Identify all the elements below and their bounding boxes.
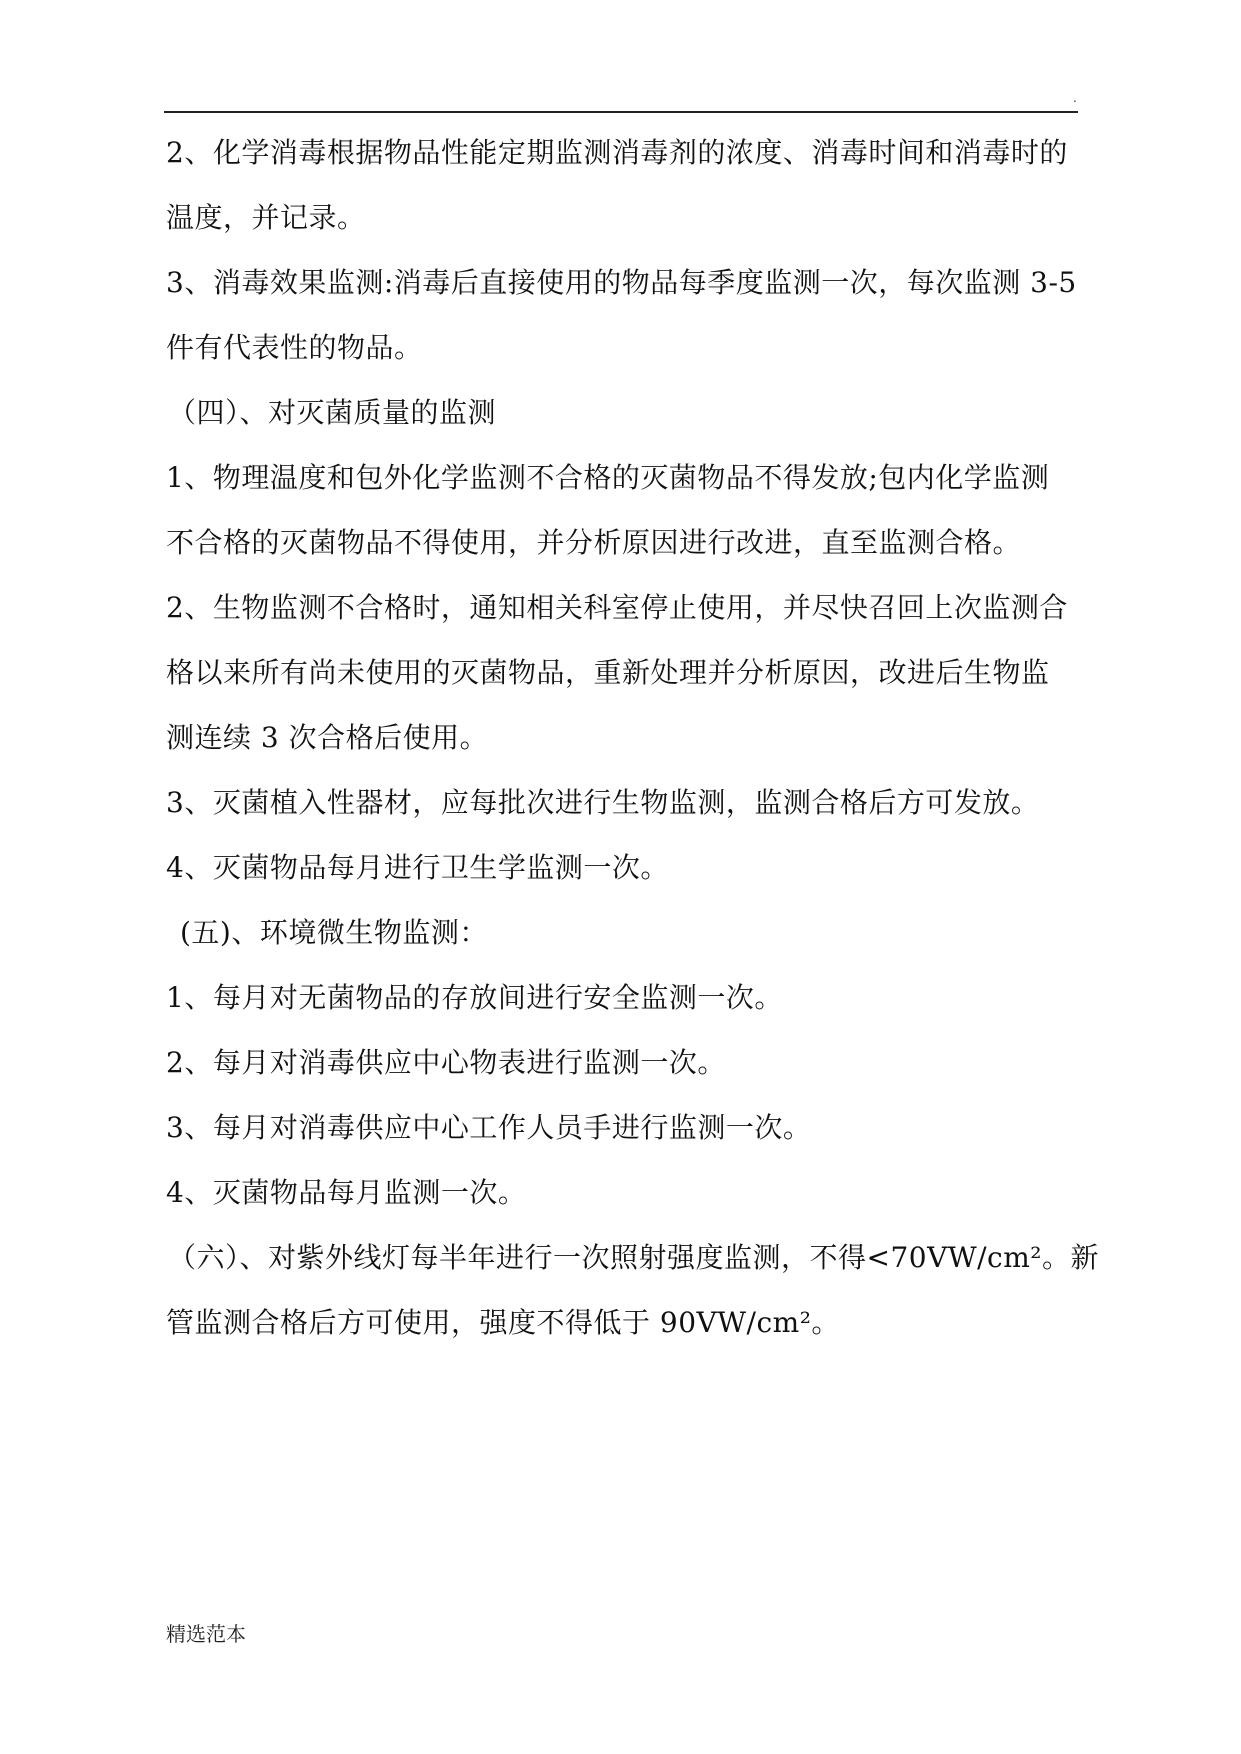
body-line: 管监测合格后方可使用，强度不得低于 90VW/cm²。: [166, 1306, 840, 1339]
header-rule: [164, 111, 1078, 113]
header-mark: .: [1073, 91, 1077, 105]
section-heading: （四）、对灭菌质量的监测: [168, 396, 497, 429]
body-line: 3、每月对消毒供应中心工作人员手进行监测一次。: [166, 1111, 812, 1144]
body-line: 2、化学消毒根据物品性能定期监测消毒剂的浓度、消毒时间和消毒时的: [166, 136, 1068, 169]
body-line: 2、每月对消毒供应中心物表进行监测一次。: [166, 1046, 726, 1079]
body-line: 3、灭菌植入性器材，应每批次进行生物监测，监测合格后方可发放。: [166, 786, 1040, 819]
document-body: [166, 120, 1099, 1355]
body-line: 测连续 3 次合格后使用。: [166, 721, 489, 754]
section-heading: （六）、对紫外线灯每半年进行一次照射强度监测，不得<70VW/cm²。新: [168, 1241, 1099, 1274]
footer-text: 精选范本: [166, 1622, 246, 1646]
body-line: 1、每月对无菌物品的存放间进行安全监测一次。: [166, 981, 783, 1014]
body-line: 温度，并记录。: [166, 201, 366, 234]
body-line: 4、灭菌物品每月进行卫生学监测一次。: [166, 851, 669, 884]
section-heading: (五)、环境微生物监测：: [180, 916, 488, 949]
body-line: 3、消毒效果监测:消毒后直接使用的物品每季度监测一次，每次监测 3-5: [166, 266, 1077, 299]
body-line: 件有代表性的物品。: [166, 331, 423, 364]
body-line: 2、生物监测不合格时，通知相关科室停止使用，并尽快召回上次监测合: [166, 591, 1068, 624]
body-line: 4、灭菌物品每月监测一次。: [166, 1176, 527, 1209]
body-line: 不合格的灭菌物品不得使用，并分析原因进行改进，直至监测合格。: [166, 526, 1022, 559]
body-line: 格以来所有尚未使用的灭菌物品，重新处理并分析原因，改进后生物监: [166, 656, 1050, 689]
body-line: 1、物理温度和包外化学监测不合格的灭菌物品不得发放;包内化学监测: [166, 461, 1050, 494]
